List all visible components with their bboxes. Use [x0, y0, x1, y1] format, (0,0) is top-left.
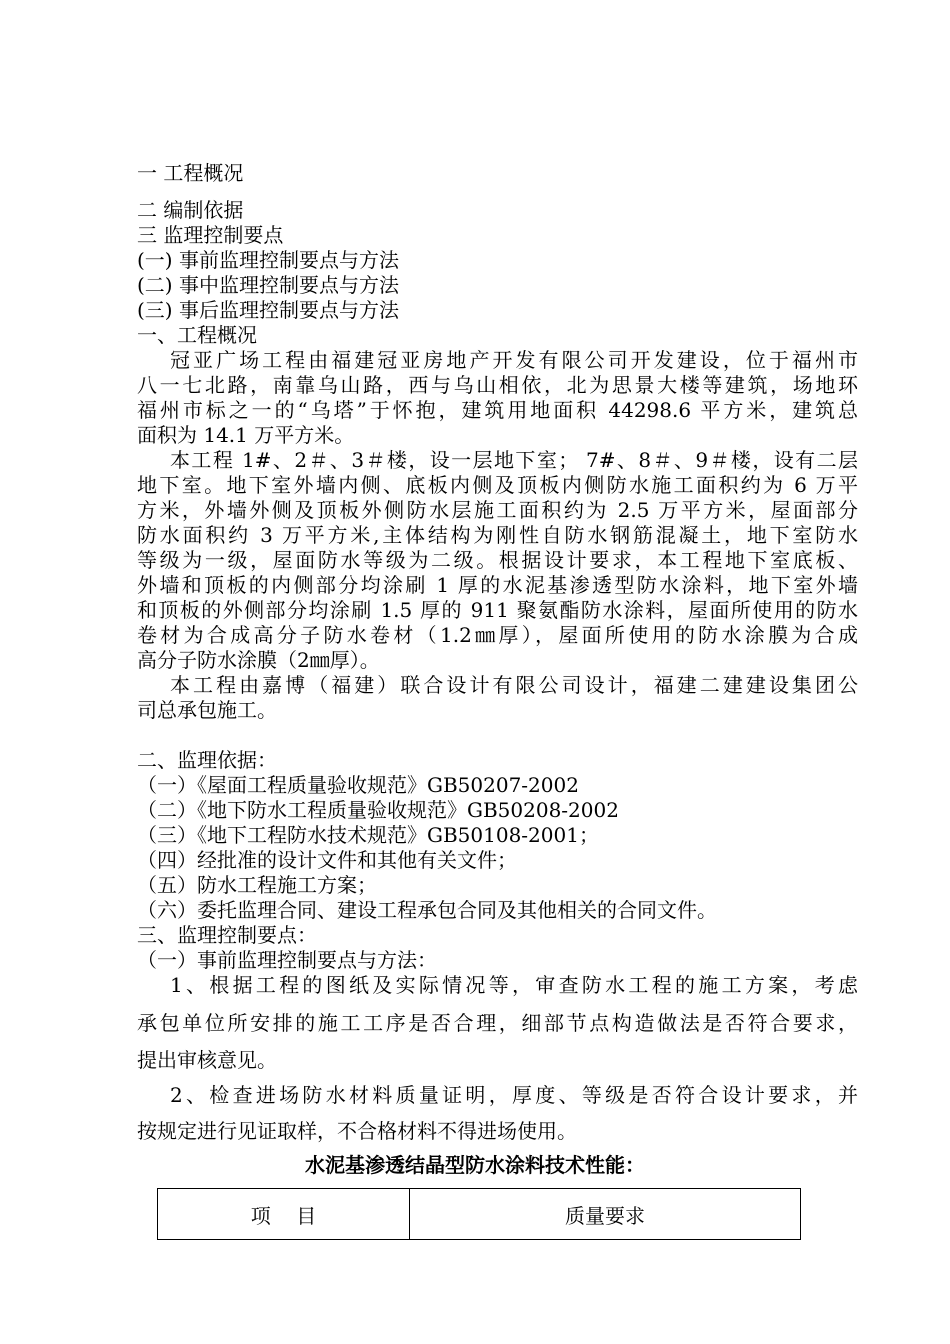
- performance-table: [157, 1188, 801, 1240]
- list-item: （二）《地下防水工程质量验收规范》GB50208-2002: [137, 798, 619, 822]
- toc-item: (二) 事中监理控制要点与方法: [137, 273, 399, 297]
- section-heading: 二、监理依据：: [137, 748, 277, 772]
- list-item: （六）委托监理合同、建设工程承包合同及其他相关的合同文件。: [137, 898, 717, 922]
- paragraph-line: 方米，外墙外侧及顶板外侧防水层施工面积约为 2.5 万平方米，屋面部分: [137, 498, 858, 522]
- list-item: （五）防水工程施工方案；: [137, 873, 377, 897]
- paragraph-line: 外墙和顶板的内侧部分均涂刷 1 厚的水泥基渗透型防水涂料，地下室外墙: [137, 573, 858, 597]
- paragraph-line: 承包单位所安排的施工工序是否合理，细部节点构造做法是否符合要求，: [137, 1011, 858, 1035]
- paragraph-line: 地下室。地下室外墙内侧、底板内侧及顶板内侧防水施工面积约为 6 万平: [137, 473, 858, 497]
- toc-item: 三 监理控制要点: [137, 223, 284, 247]
- table-title: 水泥基渗透结晶型防水涂料技术性能：: [305, 1153, 645, 1177]
- paragraph-line: 本工程由嘉博（福建）联合设计有限公司设计，福建二建建设集团公: [170, 673, 858, 697]
- paragraph-line: 按规定进行见证取样，不合格材料不得进场使用。: [137, 1119, 577, 1143]
- paragraph-line: 高分子防水涂膜（2㎜厚）。: [137, 648, 380, 672]
- paragraph-line: 1、根据工程的图纸及实际情况等，审查防水工程的施工方案，考虑: [170, 973, 858, 997]
- table-header-cell: 质量要求: [410, 1189, 801, 1240]
- paragraph-line: 2、检查进场防水材料质量证明，厚度、等级是否符合设计要求，并: [170, 1083, 858, 1107]
- section-heading: 一、工程概况: [137, 323, 257, 347]
- list-item: （三）《地下工程防水技术规范》GB50108-2001；: [137, 823, 599, 847]
- list-item: （一）《屋面工程质量验收规范》GB50207-2002: [137, 773, 579, 797]
- paragraph-line: 提出审核意见。: [137, 1048, 277, 1072]
- paragraph-line: 和顶板的外侧部分均涂刷 1.5 厚的 911 聚氨酯防水涂料，屋面所使用的防水: [137, 598, 858, 622]
- paragraph-line: 本工程 1#、2＃、3＃楼，设一层地下室； 7#、8＃、9＃楼，设有二层: [170, 448, 858, 472]
- toc-item: 一 工程概况: [137, 161, 244, 185]
- section-heading: 三、监理控制要点：: [137, 923, 317, 947]
- paragraph-line: 面积为 14.1 万平方米。: [137, 423, 355, 447]
- paragraph-line: 冠亚广场工程由福建冠亚房地产开发有限公司开发建设，位于福州市: [170, 348, 858, 372]
- paragraph-line: 福州市标之一的“乌塔”于怀抱，建筑用地面积 44298.6 平方米，建筑总: [137, 398, 858, 422]
- paragraph-line: 司总承包施工。: [137, 698, 277, 722]
- table-header-row: [158, 1189, 801, 1240]
- paragraph-line: 防水面积约 3 万平方米,主体结构为刚性自防水钢筋混凝土，地下室防水: [137, 523, 858, 547]
- paragraph-line: 卷材为合成高分子防水卷材（1.2㎜厚），屋面所使用的防水涂膜为合成: [137, 623, 858, 647]
- paragraph-line: 八一七北路，南靠乌山路，西与乌山相依，北为思景大楼等建筑，场地环: [137, 373, 858, 397]
- paragraph-line: 等级为一级，屋面防水等级为二级。根据设计要求，本工程地下室底板、: [137, 548, 858, 572]
- toc-item: (三) 事后监理控制要点与方法: [137, 298, 399, 322]
- toc-item: 二 编制依据: [137, 198, 244, 222]
- list-item: （四）经批准的设计文件和其他有关文件；: [137, 848, 517, 872]
- table-header-cell: 项 目: [158, 1189, 410, 1240]
- toc-item: (一) 事前监理控制要点与方法: [137, 248, 399, 272]
- subsection-heading: （一）事前监理控制要点与方法：: [137, 948, 437, 972]
